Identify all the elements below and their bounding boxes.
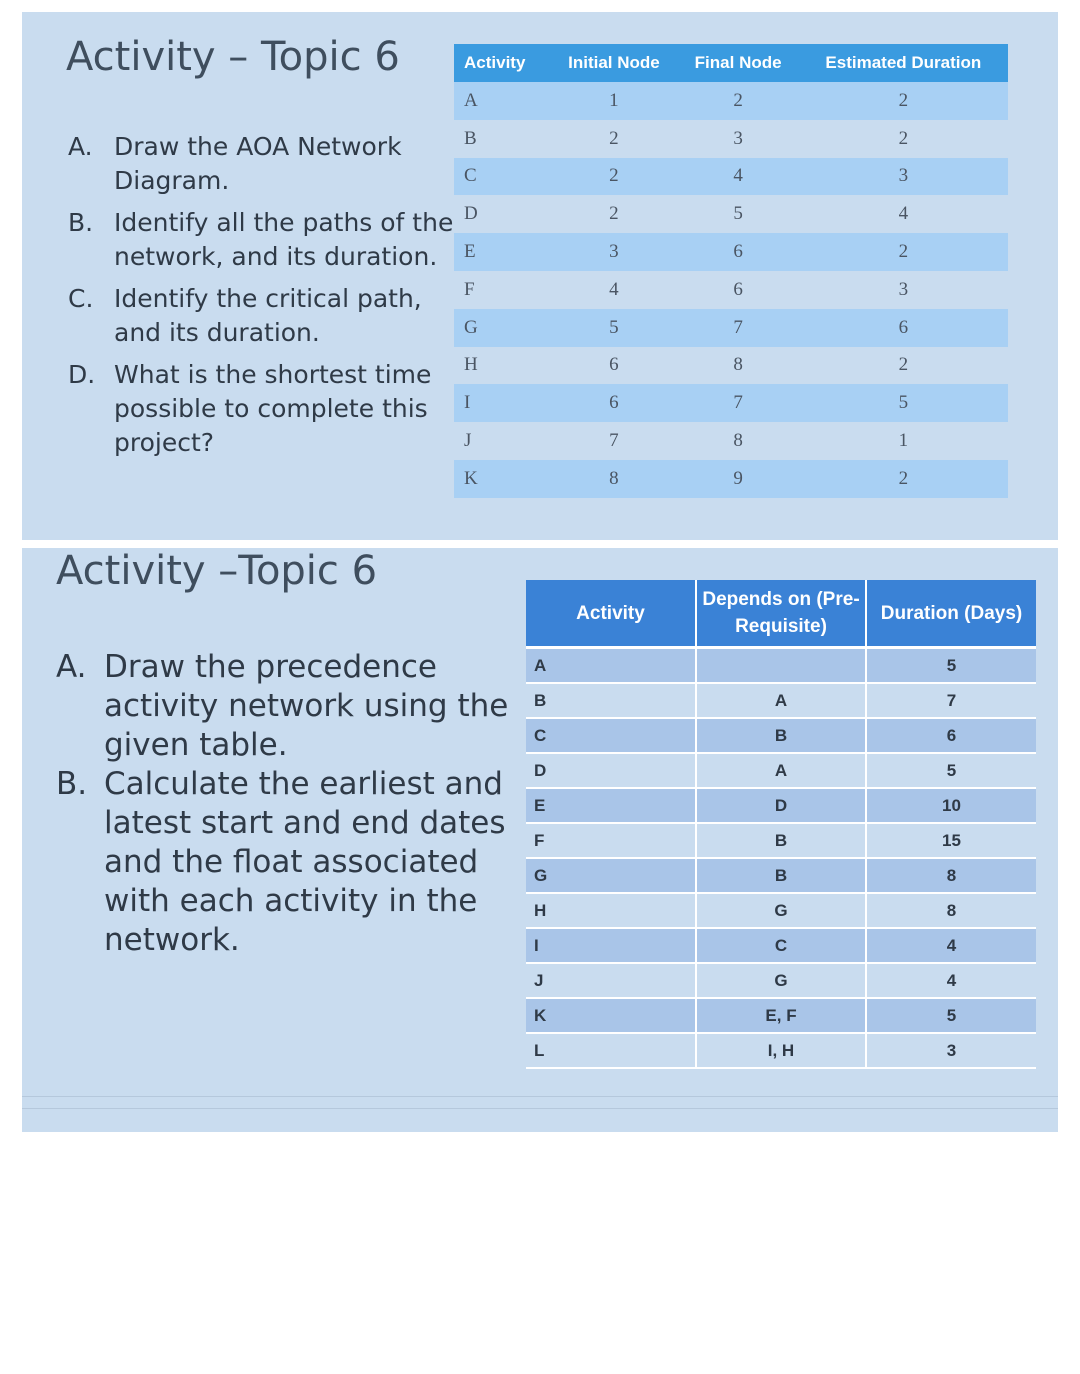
table-cell: 3 xyxy=(866,1033,1036,1068)
divider xyxy=(22,1096,1058,1097)
table-cell: I xyxy=(526,928,696,963)
table-row xyxy=(454,233,1008,271)
column-header: Depends on (Pre-Requisite) xyxy=(696,580,866,648)
table-cell: F xyxy=(454,271,550,309)
table-cell: 8 xyxy=(678,422,799,460)
table-cell: C xyxy=(526,718,696,753)
question-text: Draw the precedence activity network using the given table. xyxy=(104,649,509,763)
table-header-row xyxy=(526,580,1036,648)
question-item xyxy=(68,130,468,198)
table-row xyxy=(526,928,1036,963)
table-row xyxy=(454,384,1008,422)
divider xyxy=(22,1108,1058,1109)
table-cell: 7 xyxy=(866,683,1036,718)
table-row xyxy=(454,422,1008,460)
table-cell xyxy=(696,648,866,684)
table-cell: A xyxy=(696,683,866,718)
table-cell: 5 xyxy=(866,998,1036,1033)
table-body xyxy=(526,648,1036,1069)
table-cell: H xyxy=(526,893,696,928)
table-cell: 2 xyxy=(799,460,1008,498)
table-cell: A xyxy=(454,82,550,120)
table-cell: 9 xyxy=(678,460,799,498)
question-letter: C. xyxy=(68,284,94,313)
table-cell: 4 xyxy=(678,158,799,196)
table-cell: 5 xyxy=(550,309,677,347)
table-cell: 15 xyxy=(866,823,1036,858)
table-cell: C xyxy=(696,928,866,963)
question-item xyxy=(56,648,516,765)
table-row xyxy=(526,788,1036,823)
table-cell: 2 xyxy=(550,158,677,196)
table-body xyxy=(454,82,1008,498)
table-row xyxy=(526,753,1036,788)
table-cell: 2 xyxy=(678,82,799,120)
table-cell: A xyxy=(526,648,696,684)
table-cell: 6 xyxy=(678,233,799,271)
table-cell: B xyxy=(696,823,866,858)
question-letter: B. xyxy=(56,766,88,802)
table-cell: D xyxy=(526,753,696,788)
table-header-row xyxy=(454,44,1008,82)
table-cell: 8 xyxy=(866,858,1036,893)
table-cell: G xyxy=(696,963,866,998)
table-row xyxy=(454,271,1008,309)
table-cell: E xyxy=(526,788,696,823)
table-cell: 7 xyxy=(550,422,677,460)
table-cell: 6 xyxy=(550,384,677,422)
precedence-activity-table xyxy=(526,580,1036,1069)
table-cell: F xyxy=(526,823,696,858)
question-text: Identify all the paths of the network, and its duration. xyxy=(114,208,454,271)
table-cell: 2 xyxy=(799,347,1008,385)
table-cell: E, F xyxy=(696,998,866,1033)
table-cell: 3 xyxy=(799,271,1008,309)
question-item xyxy=(68,282,468,350)
question-letter: B. xyxy=(68,208,94,237)
table-row xyxy=(526,963,1036,998)
aoa-activity-table xyxy=(454,44,1008,498)
table-cell: 5 xyxy=(866,753,1036,788)
table-row xyxy=(454,158,1008,196)
table-cell: 4 xyxy=(799,195,1008,233)
table-cell: 8 xyxy=(866,893,1036,928)
table-cell: 6 xyxy=(866,718,1036,753)
slide2-questions xyxy=(56,648,516,960)
table-cell: J xyxy=(526,963,696,998)
question-letter: A. xyxy=(56,649,87,685)
slide1-title: Activity – Topic 6 xyxy=(66,34,400,80)
question-text: Calculate the earliest and latest start and end dates and the float associated with each activity in the network. xyxy=(104,766,506,958)
table-cell: K xyxy=(526,998,696,1033)
table-cell: 4 xyxy=(550,271,677,309)
question-text: What is the shortest time possible to complete this project? xyxy=(114,360,432,457)
column-header: Duration (Days) xyxy=(866,580,1036,648)
table-cell: D xyxy=(696,788,866,823)
table-row xyxy=(454,195,1008,233)
table-row xyxy=(526,998,1036,1033)
table-cell: C xyxy=(454,158,550,196)
question-item xyxy=(68,358,468,460)
table-cell: 6 xyxy=(550,347,677,385)
table-cell: B xyxy=(454,120,550,158)
table-cell: 3 xyxy=(550,233,677,271)
table-row xyxy=(526,1033,1036,1068)
table-cell: G xyxy=(696,893,866,928)
table-row xyxy=(454,82,1008,120)
table-cell: B xyxy=(526,683,696,718)
table-cell: 2 xyxy=(799,82,1008,120)
table-cell: 5 xyxy=(866,648,1036,684)
table-cell: 5 xyxy=(799,384,1008,422)
table-row xyxy=(526,648,1036,684)
table-cell: 2 xyxy=(550,120,677,158)
table-row xyxy=(526,683,1036,718)
table-cell: E xyxy=(454,233,550,271)
table-cell: K xyxy=(454,460,550,498)
table-cell: 3 xyxy=(799,158,1008,196)
table-cell: 7 xyxy=(678,384,799,422)
table-cell: 2 xyxy=(550,195,677,233)
table-cell: 10 xyxy=(866,788,1036,823)
question-item xyxy=(68,206,468,274)
table-cell: J xyxy=(454,422,550,460)
table-cell: 2 xyxy=(799,120,1008,158)
table-cell: 8 xyxy=(678,347,799,385)
table-cell: H xyxy=(454,347,550,385)
table-cell: 5 xyxy=(678,195,799,233)
table-row xyxy=(526,718,1036,753)
table-cell: B xyxy=(696,718,866,753)
slide1-questions xyxy=(68,130,468,468)
table-cell: 1 xyxy=(799,422,1008,460)
table-cell: 7 xyxy=(678,309,799,347)
table-row xyxy=(454,347,1008,385)
column-header: Estimated Duration xyxy=(799,44,1008,82)
slide-precedence-network xyxy=(22,548,1058,1132)
question-letter: D. xyxy=(68,360,96,389)
table-row xyxy=(454,120,1008,158)
question-text: Draw the AOA Network Diagram. xyxy=(114,132,402,195)
table-cell: 4 xyxy=(866,963,1036,998)
slide-aoa-network xyxy=(22,12,1058,540)
table-cell: L xyxy=(526,1033,696,1068)
table-cell: I xyxy=(454,384,550,422)
slide2-title: Activity –Topic 6 xyxy=(56,548,378,594)
table-row xyxy=(454,309,1008,347)
table-cell: 4 xyxy=(866,928,1036,963)
table-cell: 1 xyxy=(550,82,677,120)
table-row xyxy=(526,858,1036,893)
question-text: Identify the critical path, and its duration. xyxy=(114,284,422,347)
question-item xyxy=(56,765,516,960)
table-cell: 6 xyxy=(678,271,799,309)
table-cell: 6 xyxy=(799,309,1008,347)
table-cell: G xyxy=(526,858,696,893)
table-cell: G xyxy=(454,309,550,347)
table-row xyxy=(526,823,1036,858)
column-header: Activity xyxy=(526,580,696,648)
table-row xyxy=(526,893,1036,928)
column-header: Final Node xyxy=(678,44,799,82)
table-cell: D xyxy=(454,195,550,233)
question-letter: A. xyxy=(68,132,93,161)
table-cell: I, H xyxy=(696,1033,866,1068)
table-cell: 2 xyxy=(799,233,1008,271)
table-cell: A xyxy=(696,753,866,788)
table-row xyxy=(454,460,1008,498)
table-cell: 8 xyxy=(550,460,677,498)
table-cell: 3 xyxy=(678,120,799,158)
column-header: Initial Node xyxy=(550,44,677,82)
column-header: Activity xyxy=(454,44,550,82)
table-cell: B xyxy=(696,858,866,893)
